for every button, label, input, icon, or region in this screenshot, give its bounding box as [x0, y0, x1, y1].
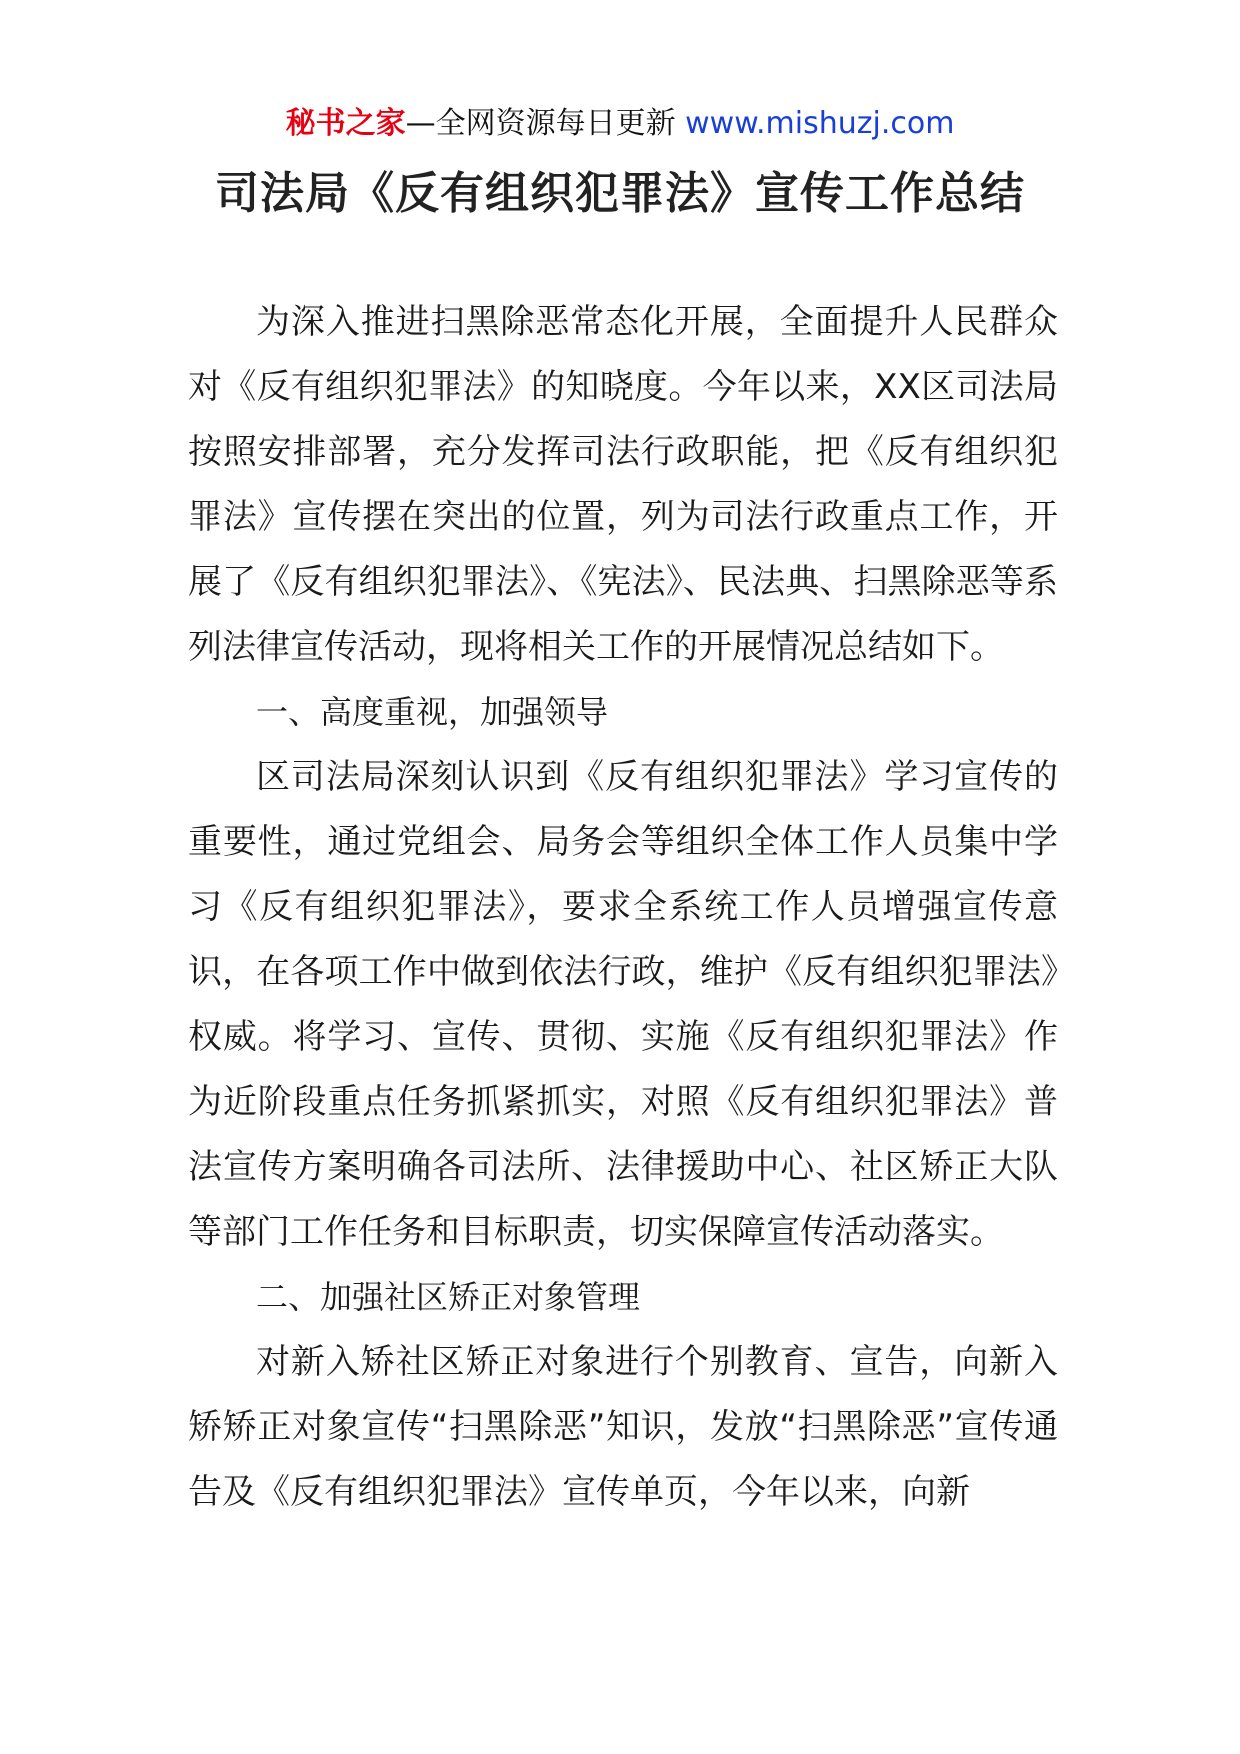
section-2-paragraph: 对新入矫社区矫正对象进行个别教育、宣告，向新入矫矫正对象宣传“扫黑除恶”知识，发放“扫黑除恶”宣传通告及《反有组织犯罪法》宣传单页，今年以来，向新: [188, 1342, 1058, 1512]
site-header: [0, 100, 1240, 148]
document-body: [188, 290, 1058, 1525]
section-heading-1: 一、高度重视，加强领导: [256, 693, 609, 731]
brand-name: 秘书之家: [285, 106, 406, 141]
header-tagline: —全网资源每日更新: [405, 106, 676, 141]
intro-paragraph: 为深入推进扫黑除恶常态化开展，全面提升人民群众对《反有组织犯罪法》的知晓度。今年以来，XX区司法局按照安排部署，充分发挥司法行政职能，把《反有组织犯罪法》宣传摆在突出的位置，列为司法行政重点工作，开展了《反有组织犯罪法》、《宪法》、民法典、扫黑除恶等系列法律宣传活动，现将相关工作的开展情况总结如下。: [188, 302, 1058, 667]
section-heading-2: 二、加强社区矫正对象管理: [256, 1278, 641, 1316]
section-1-paragraph: 区司法局深刻认识到《反有组织犯罪法》学习宣传的重要性，通过党组会、局务会等组织全体工作人员集中学习《反有组织犯罪法》，要求全系统工作人员增强宣传意识，在各项工作中做到依法行政，维护《反有组织犯罪法》权威。将学习、宣传、贯彻、实施《反有组织犯罪法》作为近阶段重点任务抓紧抓实，对照《反有组织犯罪法》普法宣传方案明确各司法所、法律援助中心、社区矫正大队等部门工作任务和目标职责，切实保障宣传活动落实。: [188, 757, 1058, 1252]
site-url-link[interactable]: www.mishuzj.com: [685, 106, 955, 141]
document-title: 司法局《反有组织犯罪法》宣传工作总结: [215, 168, 1025, 219]
